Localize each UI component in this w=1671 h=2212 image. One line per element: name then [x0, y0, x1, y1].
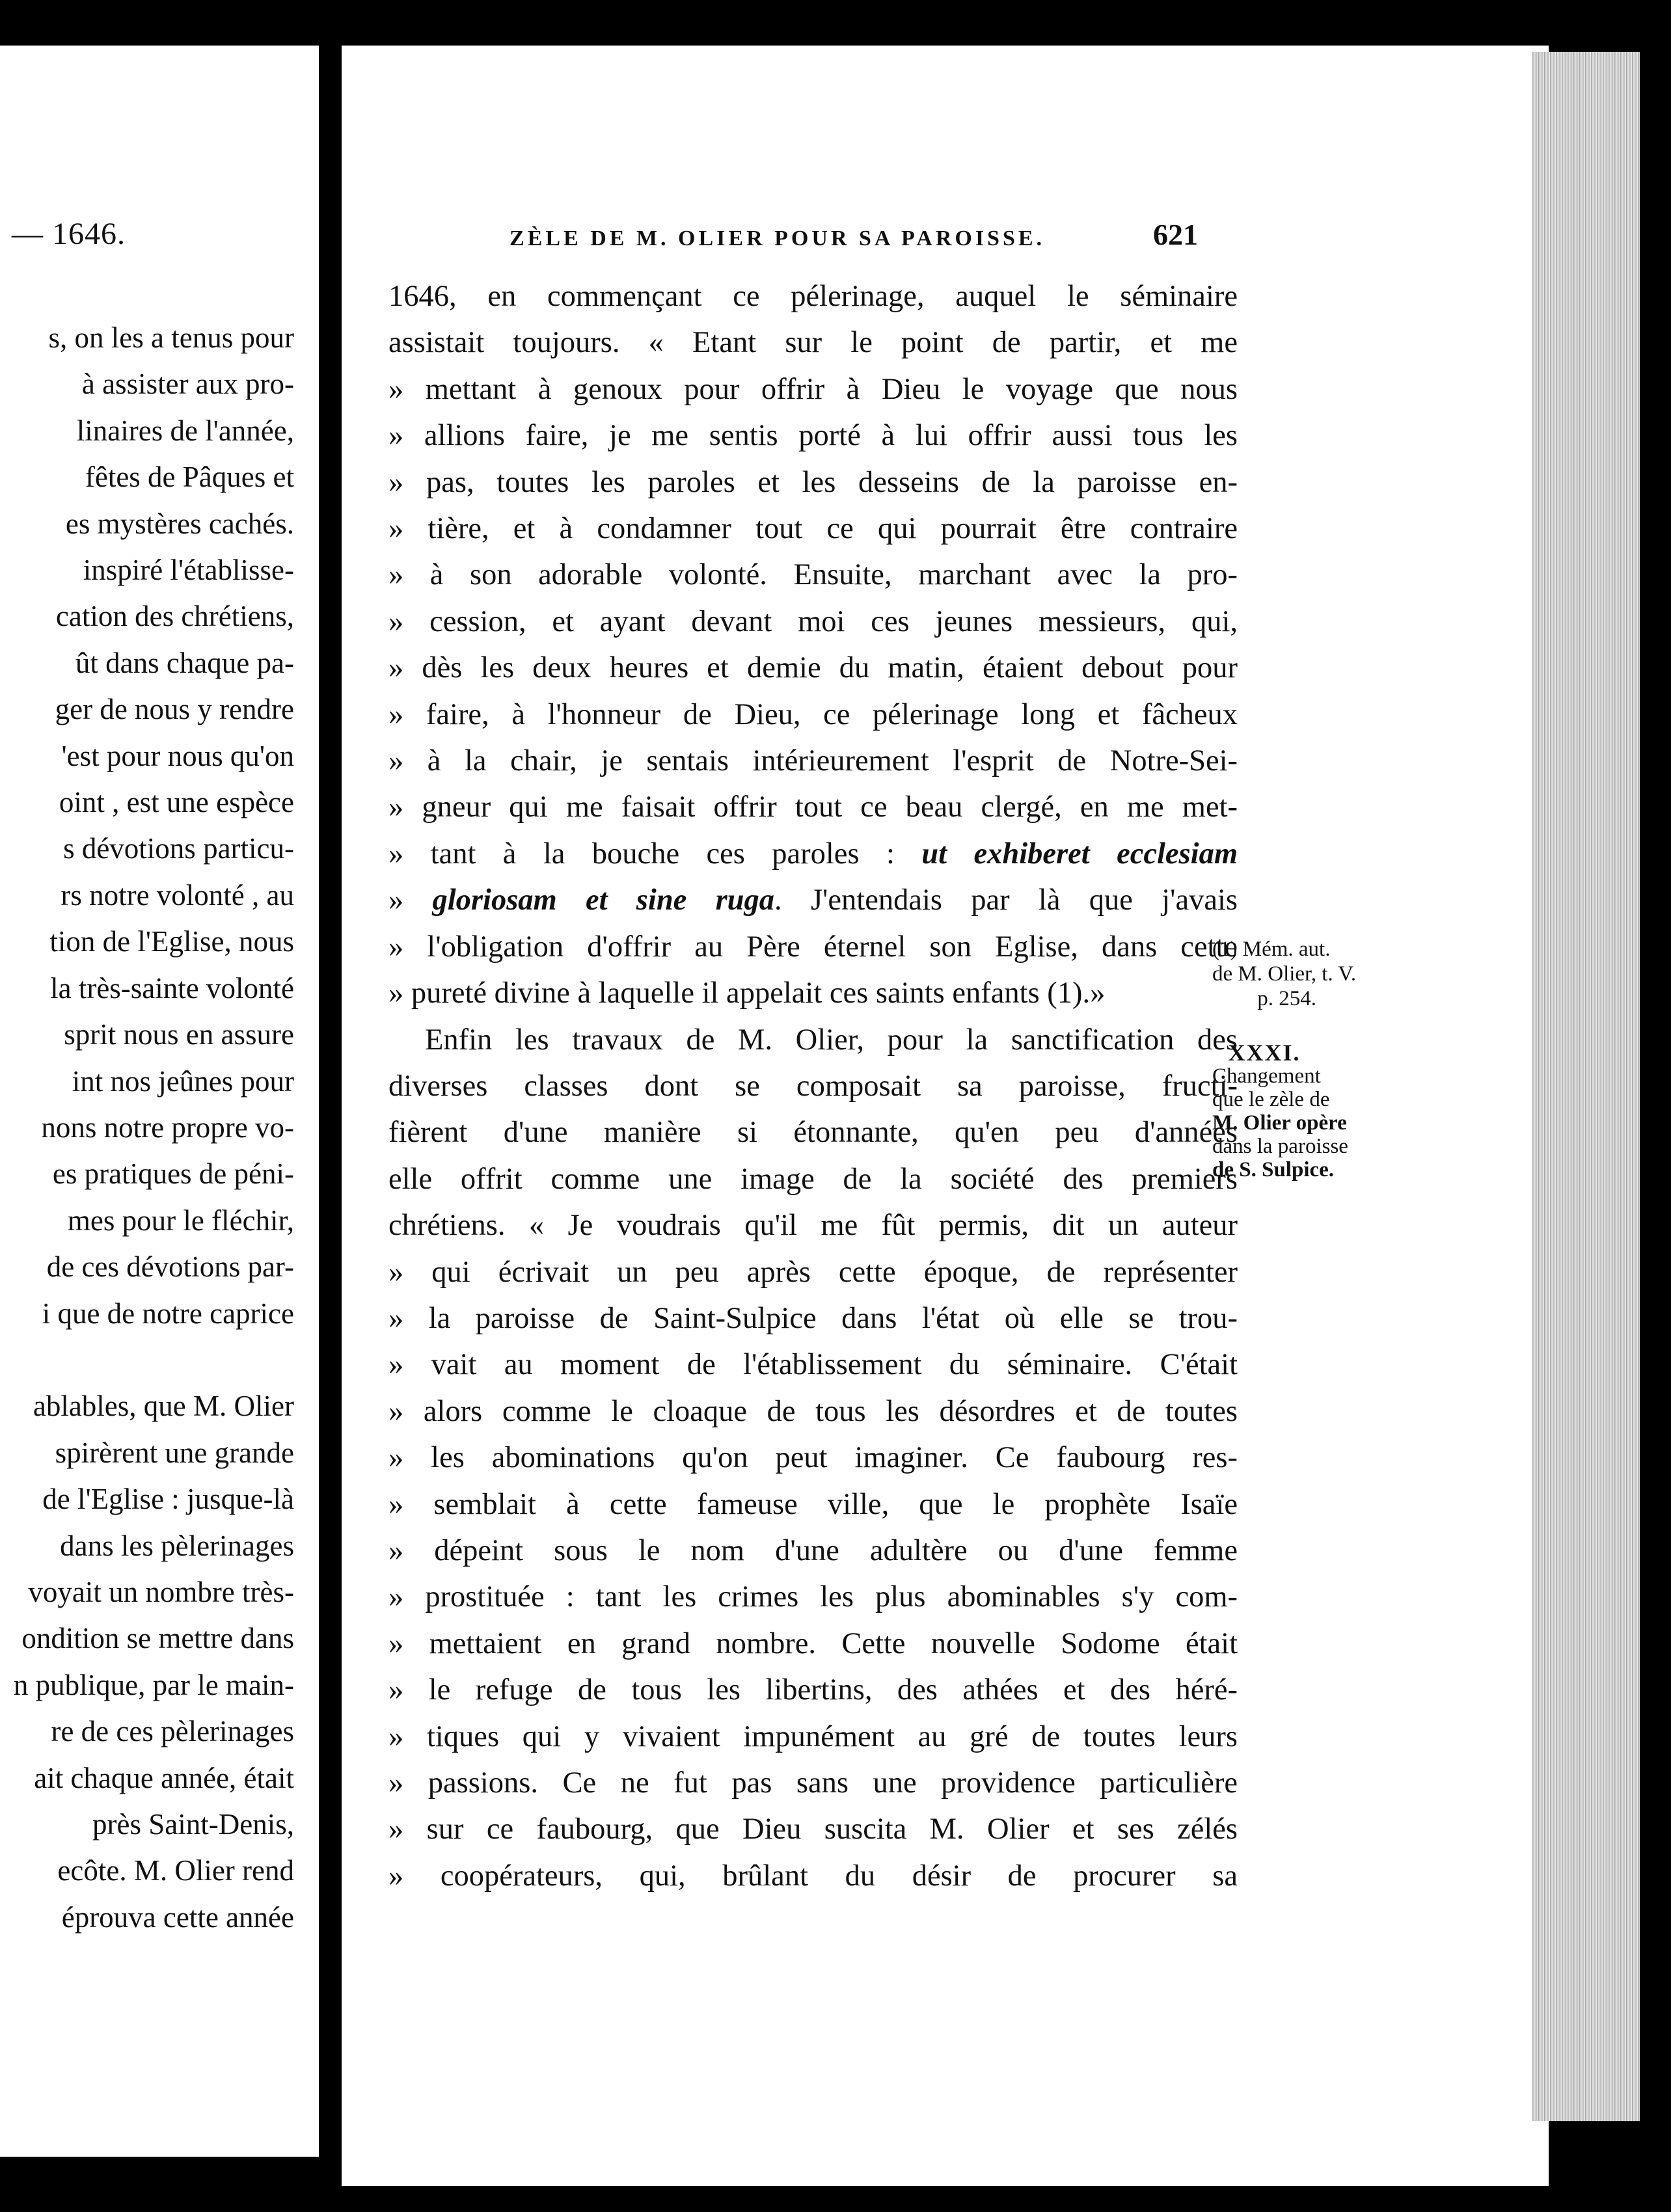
margin-note-line: de S. Sulpice. [1212, 1158, 1335, 1181]
text-line: » la paroisse de Saint-Sulpice dans l'état où elle se trou- [388, 1301, 1238, 1335]
text-line: elle offrit comme une image de la société des premiers [388, 1162, 1238, 1196]
text-line: » tière, et à condamner tout ce qui pourrait être contraire [388, 512, 1238, 546]
text-line: » pureté divine à laquelle il appelait ces saints enfants (1).» [388, 977, 1106, 1010]
text-line: diverses classes dont se composait sa paroisse, fructi- [388, 1069, 1238, 1103]
margin-note-line: que le zèle de [1212, 1088, 1330, 1111]
text-line: » l'obligation d'offrir au Père éternel son Eglise, dans cette [388, 930, 1238, 964]
text-span: . J'entendais par là que j'avais [774, 883, 1238, 917]
text-line: cation des chrétiens, [55, 600, 294, 633]
text-line: ecôte. M. Olier rend [57, 1854, 294, 1887]
left-page-header: — 1646. [12, 217, 126, 251]
text-line: dans les pèlerinages [60, 1529, 294, 1562]
main-text [388, 273, 1238, 1899]
text-line: » à son adorable volonté. Ensuite, marchant avec la pro- [388, 558, 1238, 592]
text-line: ût dans chaque pa- [75, 646, 294, 679]
page-edge [1532, 52, 1640, 2121]
text-line: » à la chair, je sentais intérieurement l'esprit de Notre-Sei- [388, 744, 1238, 778]
text-line: » cession, et ayant devant moi ces jeunes messieurs, qui, [388, 604, 1238, 638]
latin-quote: ut exhiberet ecclesiam [921, 837, 1238, 870]
text-line: » dépeint sous le nom d'une adultère ou d'une femme [388, 1533, 1238, 1567]
text-line: ger de nous y rendre [55, 693, 294, 726]
footnote-line: (1) Mém. aut. [1212, 937, 1331, 961]
text-line: » sur ce faubourg, que Dieu suscita M. Olier et ses zélés [388, 1813, 1238, 1846]
margin-note-line: dans la paroisse [1212, 1135, 1348, 1158]
text-line: de ces dévotions par- [46, 1250, 294, 1284]
text-line: » qui écrivait un peu après cette époque, de représenter [388, 1255, 1238, 1289]
text-line: la très-sainte volonté [50, 971, 294, 1005]
footnote [1212, 937, 1357, 1011]
footnote-line: de M. Olier, t. V. [1212, 962, 1357, 986]
text-line: » mettant à genoux pour offrir à Dieu le voyage que nous [388, 372, 1238, 406]
text-line: int nos jeûnes pour [72, 1064, 294, 1098]
text-line: fièrent d'une manière si étonnante, qu'en peu d'années [388, 1116, 1238, 1150]
left-page-text [0, 315, 294, 1941]
text-line: s dévotions particu- [63, 832, 294, 865]
footnote-line: p. 254. [1257, 987, 1316, 1010]
text-line [0, 1337, 294, 1383]
text-line: éprouva cette année [61, 1900, 294, 1934]
text-line: chrétiens. « Je voudrais qu'il me fût permis, dit un auteur [388, 1209, 1238, 1243]
text-line: de l'Eglise : jusque-là [42, 1483, 294, 1516]
text-line: oint , est une espèce [59, 786, 294, 819]
text-line: » faire, à l'honneur de Dieu, ce pélerinage long et fâcheux [388, 697, 1238, 731]
text-line [388, 877, 1238, 923]
text-line: » prostituée : tant les crimes les plus abominables s'y com- [388, 1580, 1238, 1614]
left-page [0, 46, 319, 2157]
text-line: » alors comme le cloaque de tous les désordres et de toutes [388, 1394, 1238, 1428]
right-page [342, 46, 1549, 2186]
text-line: ondition se mettre dans [21, 1622, 294, 1655]
text-line: rs notre volonté , au [61, 878, 294, 911]
text-line: » le refuge de tous les libertins, des athées et des héré- [388, 1673, 1238, 1707]
text-line: s, on les a tenus pour [48, 321, 294, 354]
text-line: » dès les deux heures et demie du matin, étaient debout pour [388, 651, 1238, 685]
text-line: Enfin les travaux de M. Olier, pour la sanctification des [425, 1023, 1238, 1057]
running-title: ZÈLE DE M. OLIER POUR SA PAROISSE. [509, 226, 1046, 250]
text-line: i que de notre caprice [42, 1297, 294, 1330]
margin-note [1212, 1040, 1348, 1181]
text-line [388, 831, 1238, 877]
text-line: assistait toujours. « Etant sur le point de partir, et me [388, 326, 1238, 360]
text-line: es pratiques de péni- [52, 1157, 294, 1191]
text-line: » semblait à cette fameuse ville, que le prophète Isaïe [388, 1487, 1238, 1521]
text-line: sprit nous en assure [64, 1018, 294, 1051]
margin-note-line: M. Olier opère [1212, 1111, 1347, 1135]
margin-note-number: XXXI. [1228, 1040, 1301, 1066]
text-line: près Saint-Denis, [92, 1808, 294, 1841]
text-line: » coopérateurs, qui, brûlant du désir de procurer sa [388, 1859, 1238, 1893]
text-line: inspiré l'établisse- [83, 554, 294, 587]
text-line: linaires de l'année, [76, 414, 294, 447]
text-line: » pas, toutes les paroles et les desseins de la paroisse en- [388, 465, 1238, 499]
text-line: » les abominations qu'on peut imaginer. Ce faubourg res- [388, 1441, 1238, 1475]
text-line: re de ces pèlerinages [51, 1715, 294, 1748]
text-line: » allions faire, je me sentis porté à lui offrir aussi tous les [388, 419, 1238, 453]
text-line: ablables, que M. Olier [33, 1390, 294, 1423]
text-span: » tant à la bouche ces paroles : [388, 837, 922, 870]
text-line: » passions. Ce ne fut pas sans une providence particulière [388, 1766, 1238, 1800]
text-span: » [388, 883, 433, 917]
text-line: 'est pour nous qu'on [61, 739, 294, 772]
text-line: nons notre propre vo- [41, 1111, 294, 1144]
text-line: à assister aux pro- [81, 368, 294, 401]
text-line: » mettaient en grand nombre. Cette nouvelle Sodome était [388, 1626, 1238, 1660]
latin-quote: gloriosam et sine ruga [432, 883, 775, 917]
text-line: fêtes de Pâques et [85, 461, 294, 494]
text-line: es mystères cachés. [65, 507, 294, 540]
page-number: 621 [1153, 218, 1198, 251]
text-line: voyait un nombre très- [28, 1575, 294, 1608]
text-line: mes pour le fléchir, [67, 1204, 294, 1237]
text-line: ait chaque année, était [34, 1761, 294, 1794]
text-line: tion de l'Eglise, nous [49, 925, 294, 958]
text-line: » tiques qui y vivaient impunément au gré de toutes leurs [388, 1720, 1238, 1753]
margin-note-line: Changement [1212, 1064, 1321, 1088]
text-line: n publique, par le main- [13, 1668, 294, 1701]
text-line: 1646, en commençant ce pélerinage, auquel le séminaire [388, 280, 1238, 313]
text-line: spirèrent une grande [55, 1436, 294, 1469]
text-line: » gneur qui me faisait offrir tout ce beau clergé, en me met- [388, 790, 1238, 824]
book-gutter [319, 46, 342, 2212]
text-line: » vait au moment de l'établissement du séminaire. C'était [388, 1348, 1238, 1382]
